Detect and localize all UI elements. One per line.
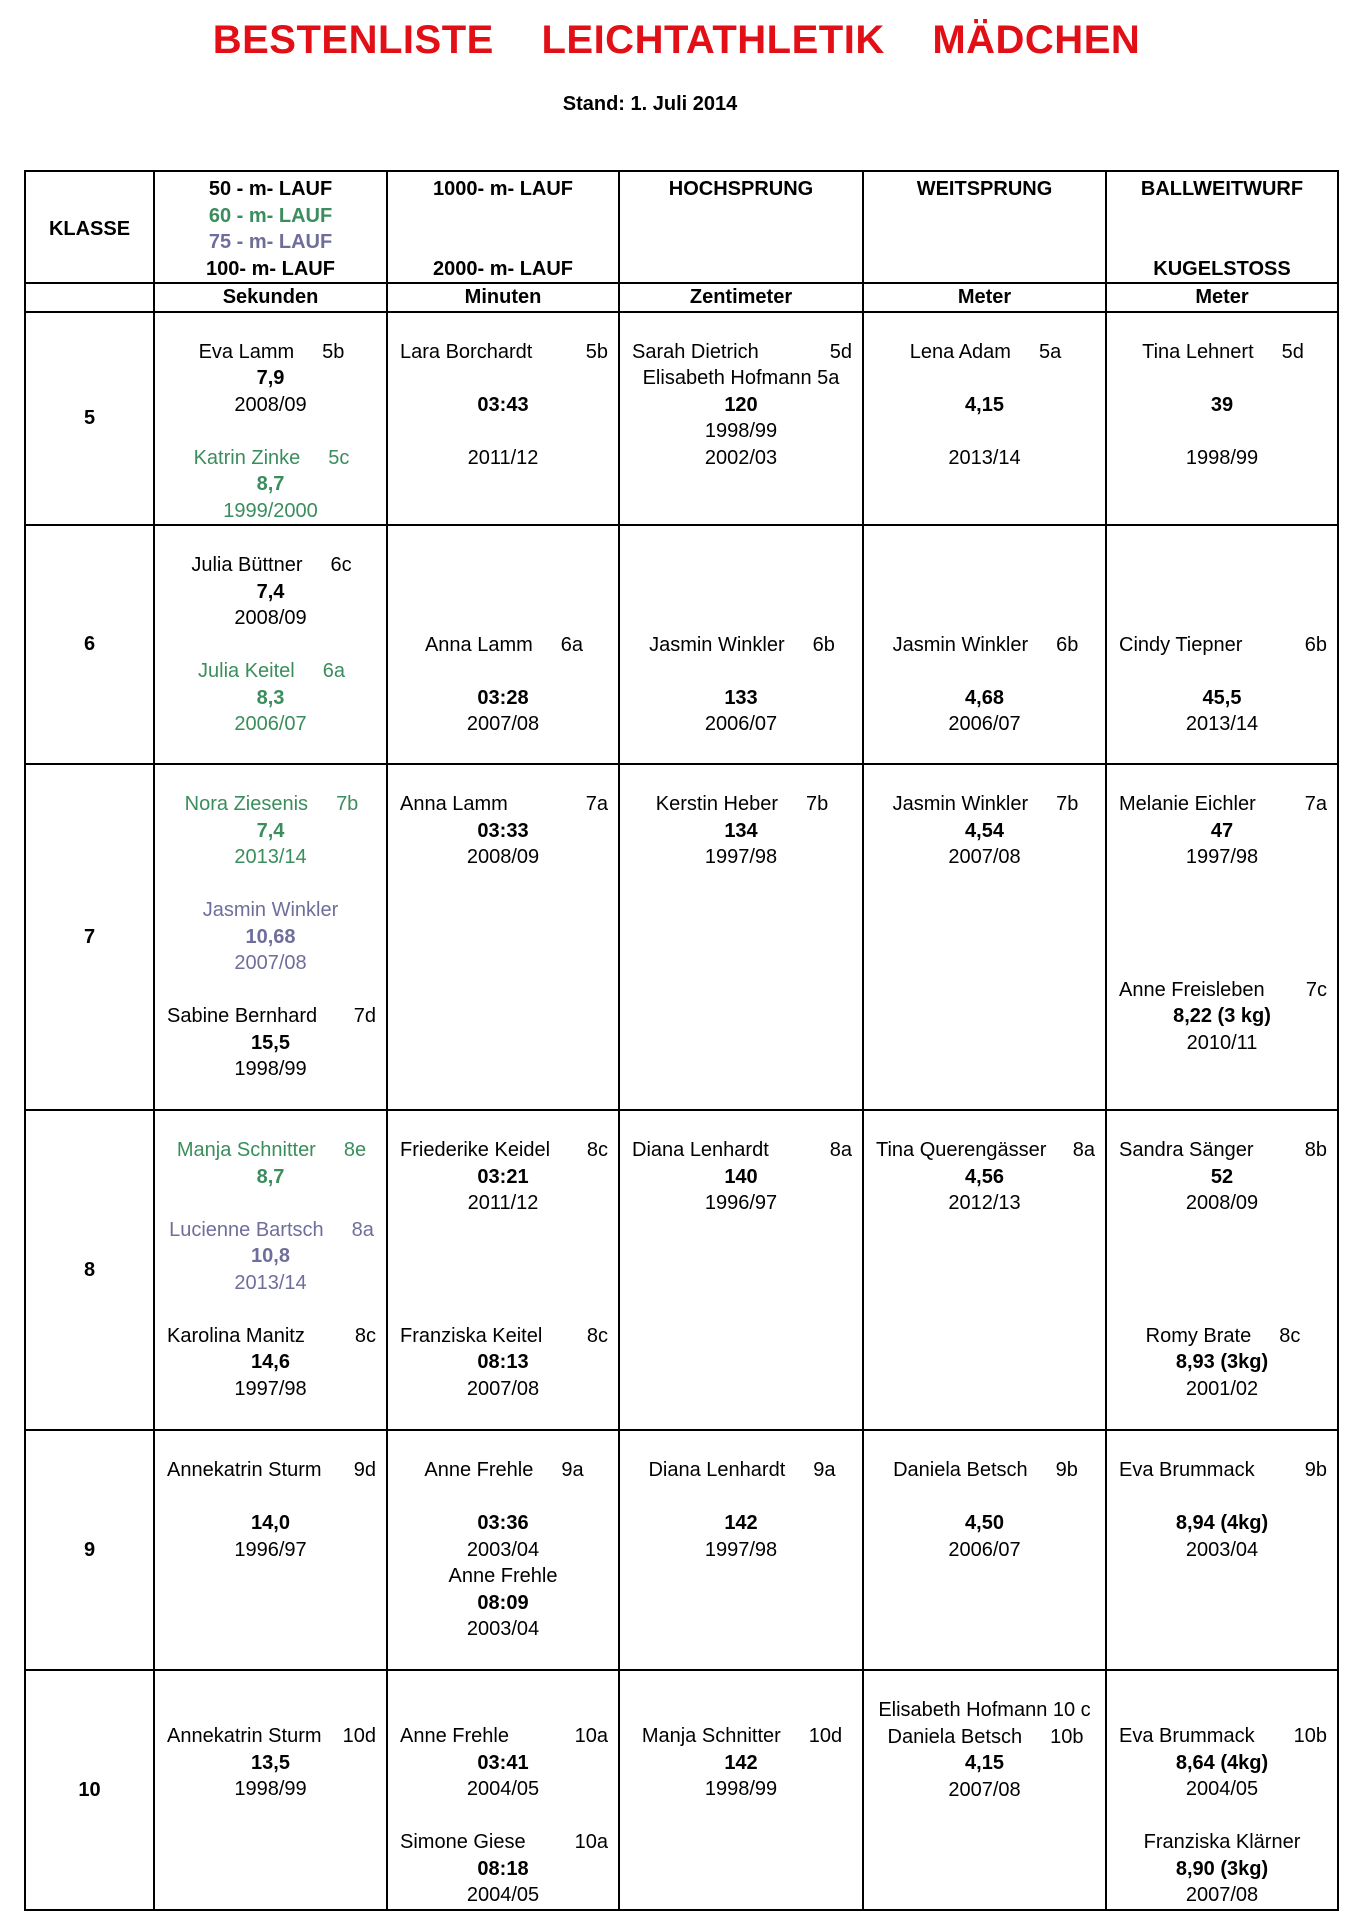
record-value: 03:33 (477, 819, 529, 842)
header-2000m: 2000- m- LAUF (432, 257, 574, 280)
record-cell (1106, 525, 1338, 764)
athlete-name: Anne Frehle 9a (424, 1459, 584, 1481)
record-value: 45,5 (1202, 686, 1242, 709)
record-year: 2008/09 (1185, 1192, 1259, 1214)
athlete-name: Anna Lamm 7a (400, 793, 608, 815)
record-cell (387, 764, 619, 1110)
record-year: 1997/98 (704, 1538, 778, 1561)
record-cell (619, 1110, 863, 1430)
athlete-name: Julia Büttner 6c (191, 554, 352, 576)
record-value: 8,94 (4kg) (1175, 1512, 1269, 1534)
record-year: 2006/07 (948, 1538, 1021, 1561)
record-year: 2002/03 (704, 446, 778, 469)
athlete-name: Daniela Betsch 10b (887, 1725, 1084, 1748)
record-year: 2013/14 (1185, 713, 1259, 735)
record-value: 03:41 (477, 1751, 529, 1774)
record-value: 4,15 (965, 1752, 1004, 1774)
record-value: 142 (724, 1751, 758, 1774)
record-value: 08:18 (477, 1857, 529, 1880)
record-year: 2008/09 (234, 393, 307, 416)
klasse-cell: 7 (25, 764, 154, 1110)
record-cell (1106, 1110, 1338, 1430)
record-year: 2007/08 (1185, 1884, 1259, 1906)
record-year: 2007/08 (948, 1778, 1021, 1801)
table-row (25, 1430, 1338, 1670)
klasse-cell: 10 (25, 1670, 154, 1910)
record-year: 2012/13 (948, 1192, 1021, 1214)
athlete-name: Annekatrin Sturm 9d (167, 1459, 376, 1481)
record-value: 8,22 (3 kg) (1173, 1005, 1271, 1027)
record-year: 2010/11 (1186, 1031, 1258, 1054)
athlete-name: Sandra Sänger 8b (1119, 1139, 1327, 1161)
record-cell (619, 1430, 863, 1670)
athlete-name: Anne Freisleben 7c (1119, 978, 1327, 1001)
header-klasse: KLASSE (25, 171, 154, 283)
header-50m: 50 - m- LAUF (208, 178, 333, 200)
record-cell (387, 1670, 619, 1910)
record-value: 03:28 (477, 686, 529, 709)
record-year: 1996/97 (704, 1192, 778, 1214)
record-year: 2006/07 (948, 713, 1021, 735)
table-row (25, 312, 1338, 526)
record-year: 2004/05 (466, 1884, 540, 1906)
athlete-name: Katrin Zinke 5c (193, 446, 350, 469)
athlete-name: Anne Frehle (448, 1565, 558, 1587)
header-ball-kugel (1106, 171, 1338, 283)
record-year: 2001/02 (1185, 1377, 1259, 1400)
athlete-name: Sabine Bernhard 7d (167, 1005, 376, 1027)
record-cell (1106, 1430, 1338, 1670)
record-cell (863, 764, 1106, 1110)
athlete-name: Tina Lehnert 5d (1142, 340, 1304, 363)
record-value: 03:43 (477, 393, 529, 416)
record-cell (863, 1430, 1106, 1670)
record-value: 8,93 (3kg) (1175, 1351, 1269, 1373)
record-value: 133 (724, 686, 758, 709)
record-cell (387, 312, 619, 526)
record-year: 2004/05 (1185, 1778, 1259, 1800)
athlete-name: Manja Schnitter 8e (176, 1139, 367, 1161)
record-value: 8,7 (256, 473, 285, 495)
record-cell (154, 1670, 387, 1910)
header-100m: 100- m- LAUF (206, 257, 335, 280)
record-value: 4,54 (965, 819, 1004, 842)
record-year: 2006/07 (234, 713, 307, 735)
record-year: 1997/98 (704, 846, 778, 868)
record-value: 120 (724, 393, 758, 416)
athlete-name: Nora Ziesenis 7b (184, 793, 359, 815)
athlete-name: Kerstin Heber 7b (655, 793, 829, 815)
record-value: 03:36 (477, 1512, 529, 1534)
athlete-name: Elisabeth Hofmann 10 c (878, 1699, 1091, 1721)
record-value: 4,56 (965, 1165, 1004, 1188)
record-year: 2003/04 (1185, 1538, 1259, 1561)
record-year: 2004/05 (466, 1778, 540, 1800)
title-word-3: MÄDCHEN (932, 18, 1141, 62)
record-year: 2003/04 (466, 1618, 540, 1640)
athlete-name: Franziska Keitel 8c (400, 1324, 608, 1347)
record-value: 10,68 (245, 925, 296, 948)
athlete-name: Eva Brummack 10b (1119, 1725, 1327, 1747)
record-cell (154, 764, 387, 1110)
unit-zentimeter: Zentimeter (619, 283, 863, 312)
record-year: 2013/14 (948, 446, 1021, 469)
athlete-name: Karolina Manitz 8c (167, 1324, 376, 1347)
record-cell (154, 1430, 387, 1670)
athlete-name: Anne Frehle 10a (400, 1725, 608, 1747)
athlete-name: Romy Brate 8c (1145, 1324, 1301, 1347)
athlete-name: Jasmin Winkler 6b (892, 633, 1079, 656)
record-cell (619, 312, 863, 526)
title-word-2: LEICHTATHLETIK (541, 18, 885, 62)
record-value: 8,64 (4kg) (1175, 1751, 1269, 1774)
record-cell (1106, 764, 1338, 1110)
athlete-name: Diana Lenhardt 8a (632, 1139, 852, 1161)
record-value: 140 (724, 1165, 758, 1188)
athlete-name: Annekatrin Sturm 10d (167, 1725, 376, 1747)
record-value: 8,7 (256, 1165, 285, 1188)
record-year: 2011/12 (467, 1192, 539, 1214)
record-value: 142 (724, 1512, 758, 1534)
athlete-name: Manja Schnitter 10d (641, 1725, 843, 1747)
record-value: 4,15 (965, 393, 1004, 416)
athlete-name: Sarah Dietrich 5d (632, 340, 852, 363)
klasse-cell: 9 (25, 1430, 154, 1670)
record-value: 13,5 (251, 1751, 290, 1774)
record-cell (1106, 312, 1338, 526)
record-year: 1998/99 (234, 1778, 307, 1800)
record-value: 39 (1210, 393, 1234, 416)
record-year: 1999/2000 (223, 499, 318, 522)
athlete-name: Jasmin Winkler 7b (892, 793, 1079, 815)
record-value: 10,8 (251, 1245, 290, 1267)
record-year: 1998/99 (704, 420, 778, 442)
athlete-name: Cindy Tiepner 6b (1119, 633, 1327, 656)
athlete-name: Eva Brummack 9b (1119, 1459, 1327, 1481)
record-year: 2007/08 (466, 713, 540, 735)
record-value: 4,68 (965, 686, 1004, 709)
unit-sekunden: Sekunden (154, 283, 387, 312)
athlete-name: Lara Borchardt 5b (400, 340, 608, 363)
table-row (25, 1670, 1338, 1910)
page-title (0, 18, 1353, 63)
athlete-name: Diana Lenhardt 9a (648, 1459, 836, 1481)
header-75m: 75 - m- LAUF (208, 231, 333, 253)
athlete-name: Tina Querengässer 8a (876, 1139, 1095, 1161)
klasse-cell: 8 (25, 1110, 154, 1430)
klasse-cell: 6 (25, 525, 154, 764)
athlete-name: Elisabeth Hofmann 5a (642, 367, 840, 389)
record-value: 52 (1210, 1165, 1234, 1188)
record-value: 7,4 (256, 580, 285, 603)
record-value: 7,4 (256, 819, 285, 842)
record-value: 8,90 (3kg) (1175, 1857, 1269, 1880)
athlete-name: Anna Lamm 6a (424, 633, 584, 656)
athlete-name: Jasmin Winkler 6b (649, 633, 835, 656)
record-year: 2007/08 (948, 846, 1021, 868)
unit-meter-weit: Meter (863, 283, 1106, 312)
header-1000m: 1000- m- LAUF (432, 178, 574, 200)
record-year: 1998/99 (234, 1058, 307, 1080)
record-cell (619, 1670, 863, 1910)
header-hochsprung: HOCHSPRUNG (619, 171, 863, 283)
record-value: 08:09 (477, 1591, 529, 1614)
header-1000m-2000m (387, 171, 619, 283)
record-cell (619, 525, 863, 764)
record-value: 4,50 (965, 1512, 1004, 1534)
header-row (25, 171, 1338, 283)
record-value: 14,6 (251, 1351, 290, 1373)
record-year: 1996/97 (234, 1538, 307, 1561)
title-word-1: BESTENLISTE (212, 18, 494, 62)
record-year: 2008/09 (466, 846, 540, 868)
athlete-name: Simone Giese 10a (400, 1831, 608, 1853)
record-year: 2011/12 (467, 446, 539, 469)
record-cell (387, 1430, 619, 1670)
stand-date: Stand: 1. Juli 2014 (562, 93, 738, 115)
unit-meter-ball: Meter (1106, 283, 1338, 312)
record-year: 1997/98 (234, 1377, 307, 1400)
record-cell (863, 1670, 1106, 1910)
record-cell (154, 312, 387, 526)
header-ballweitwurf: BALLWEITWURF (1140, 178, 1304, 200)
athlete-name: Franziska Klärner (1143, 1831, 1301, 1853)
record-value: 134 (724, 819, 758, 842)
record-year: 2013/14 (234, 1271, 307, 1294)
athlete-name: Lucienne Bartsch 8a (169, 1218, 374, 1241)
unit-minuten: Minuten (387, 283, 619, 312)
record-value: 15,5 (251, 1031, 290, 1054)
record-year: 2008/09 (234, 607, 307, 629)
record-cell (154, 1110, 387, 1430)
record-value: 8,3 (256, 686, 285, 709)
table-row (25, 525, 1338, 764)
record-value: 03:21 (477, 1165, 529, 1188)
header-lauf (154, 171, 387, 283)
table-row (25, 1110, 1338, 1430)
athlete-name: Eva Lamm 5b (198, 340, 345, 363)
header-weitsprung: WEITSPRUNG (863, 171, 1106, 283)
record-cell (387, 1110, 619, 1430)
record-year: 1997/98 (1185, 846, 1259, 868)
record-year: 2013/14 (234, 846, 307, 868)
record-value: 47 (1210, 819, 1234, 842)
record-year: 1998/99 (1185, 446, 1259, 469)
table-row (25, 764, 1338, 1110)
record-year: 1998/99 (704, 1778, 778, 1800)
athlete-name: Daniela Betsch 9b (893, 1459, 1078, 1481)
record-year: 2003/04 (466, 1538, 540, 1561)
record-cell (619, 764, 863, 1110)
units-row (25, 283, 1338, 312)
header-60m: 60 - m- LAUF (208, 204, 333, 227)
athlete-name: Friederike Keidel 8c (400, 1139, 608, 1161)
record-year: 2006/07 (704, 713, 778, 735)
records-table (24, 170, 1339, 1911)
record-cell (863, 1110, 1106, 1430)
record-value: 08:13 (477, 1351, 529, 1373)
record-value: 7,9 (256, 367, 285, 389)
record-cell (154, 525, 387, 764)
athlete-name: Melanie Eichler 7a (1119, 793, 1327, 815)
record-year: 2007/08 (234, 952, 307, 974)
athlete-name: Lena Adam 5a (909, 340, 1062, 363)
record-year: 2007/08 (466, 1377, 540, 1400)
record-cell (387, 525, 619, 764)
record-value: 14,0 (251, 1512, 290, 1534)
athlete-name: Jasmin Winkler (202, 899, 339, 921)
header-kugelstoss: KUGELSTOSS (1153, 257, 1291, 280)
record-cell (863, 525, 1106, 764)
klasse-cell: 5 (25, 312, 154, 526)
record-cell (1106, 1670, 1338, 1910)
record-cell (863, 312, 1106, 526)
athlete-name: Julia Keitel 6a (198, 660, 345, 682)
